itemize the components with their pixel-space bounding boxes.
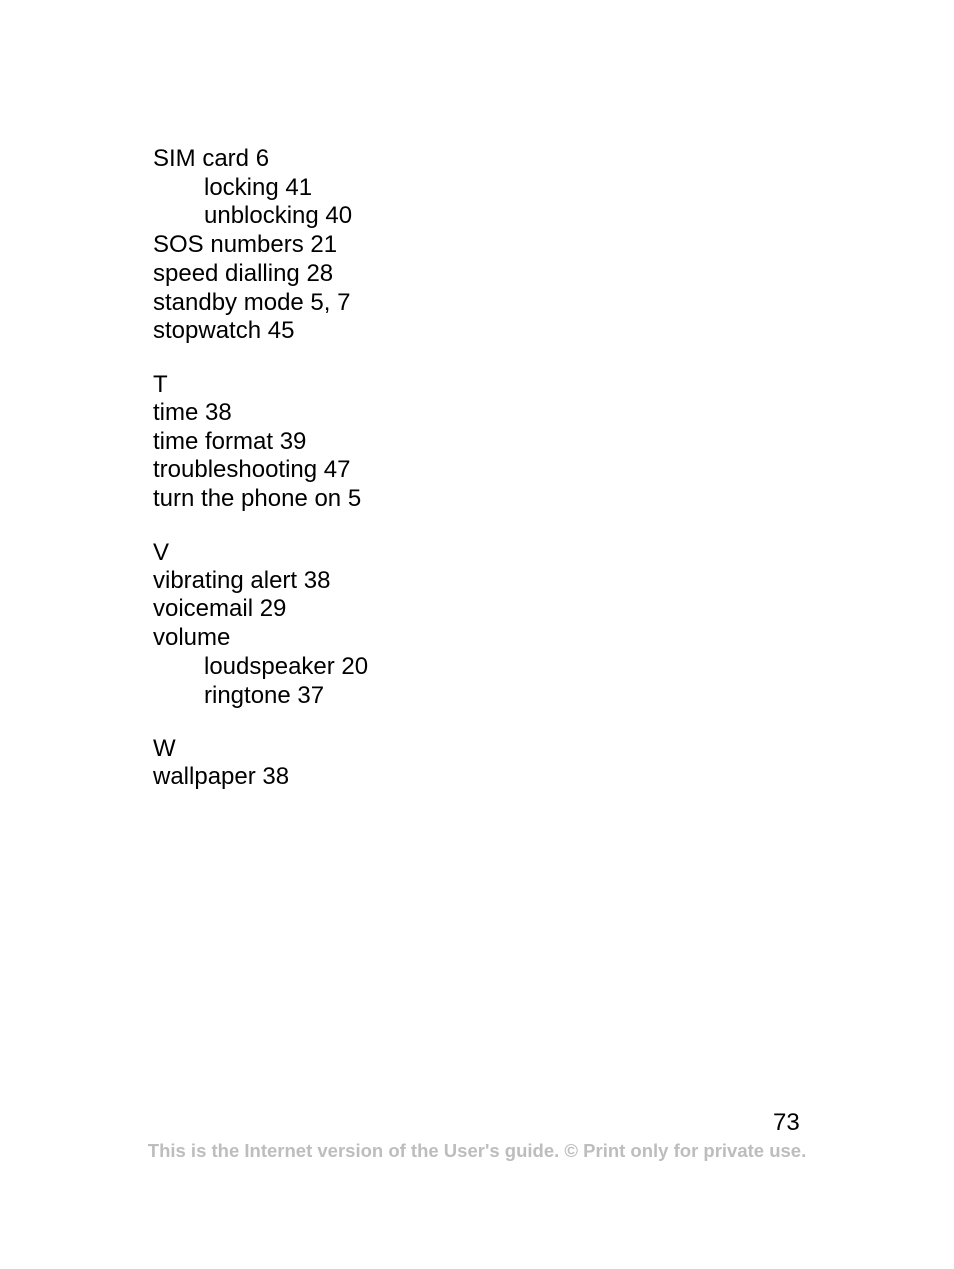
index-entry: standby mode 5, 7 (153, 288, 351, 316)
index-group-s (153, 145, 653, 346)
index-entry: SIM card 6 (153, 145, 270, 172)
index-entry: troubleshooting 47 (153, 456, 351, 484)
index-subentry: unblocking 40 (204, 202, 353, 230)
index-entry: voicemail 29 (153, 595, 287, 623)
index-entry: stopwatch 45 (153, 317, 295, 345)
index-entry: wallpaper 38 (153, 763, 290, 791)
index-group-v (153, 539, 653, 711)
index-entry: time 38 (153, 398, 232, 426)
index-letter-heading: W (153, 735, 176, 763)
index-entry: vibrating alert 38 (153, 566, 331, 594)
index-group-w (153, 735, 653, 792)
index-subentry: locking 41 (204, 173, 313, 201)
footer-disclaimer: This is the Internet version of the User's guide. © Print only for private use. (147, 1140, 807, 1161)
index-entry: speed dialling 28 (153, 259, 334, 287)
index-group-t (153, 371, 653, 514)
index-list (153, 145, 653, 792)
page-number: 73 (773, 1109, 800, 1136)
index-subentry: loudspeaker 20 (204, 652, 369, 680)
index-letter-heading: T (153, 370, 168, 398)
index-entry: SOS numbers 21 (153, 231, 338, 259)
index-letter-heading: V (153, 538, 170, 566)
index-subentry: ringtone 37 (204, 681, 325, 709)
index-entry: turn the phone on 5 (153, 485, 362, 513)
index-entry: volume (153, 624, 231, 652)
index-entry: time format 39 (153, 427, 307, 455)
